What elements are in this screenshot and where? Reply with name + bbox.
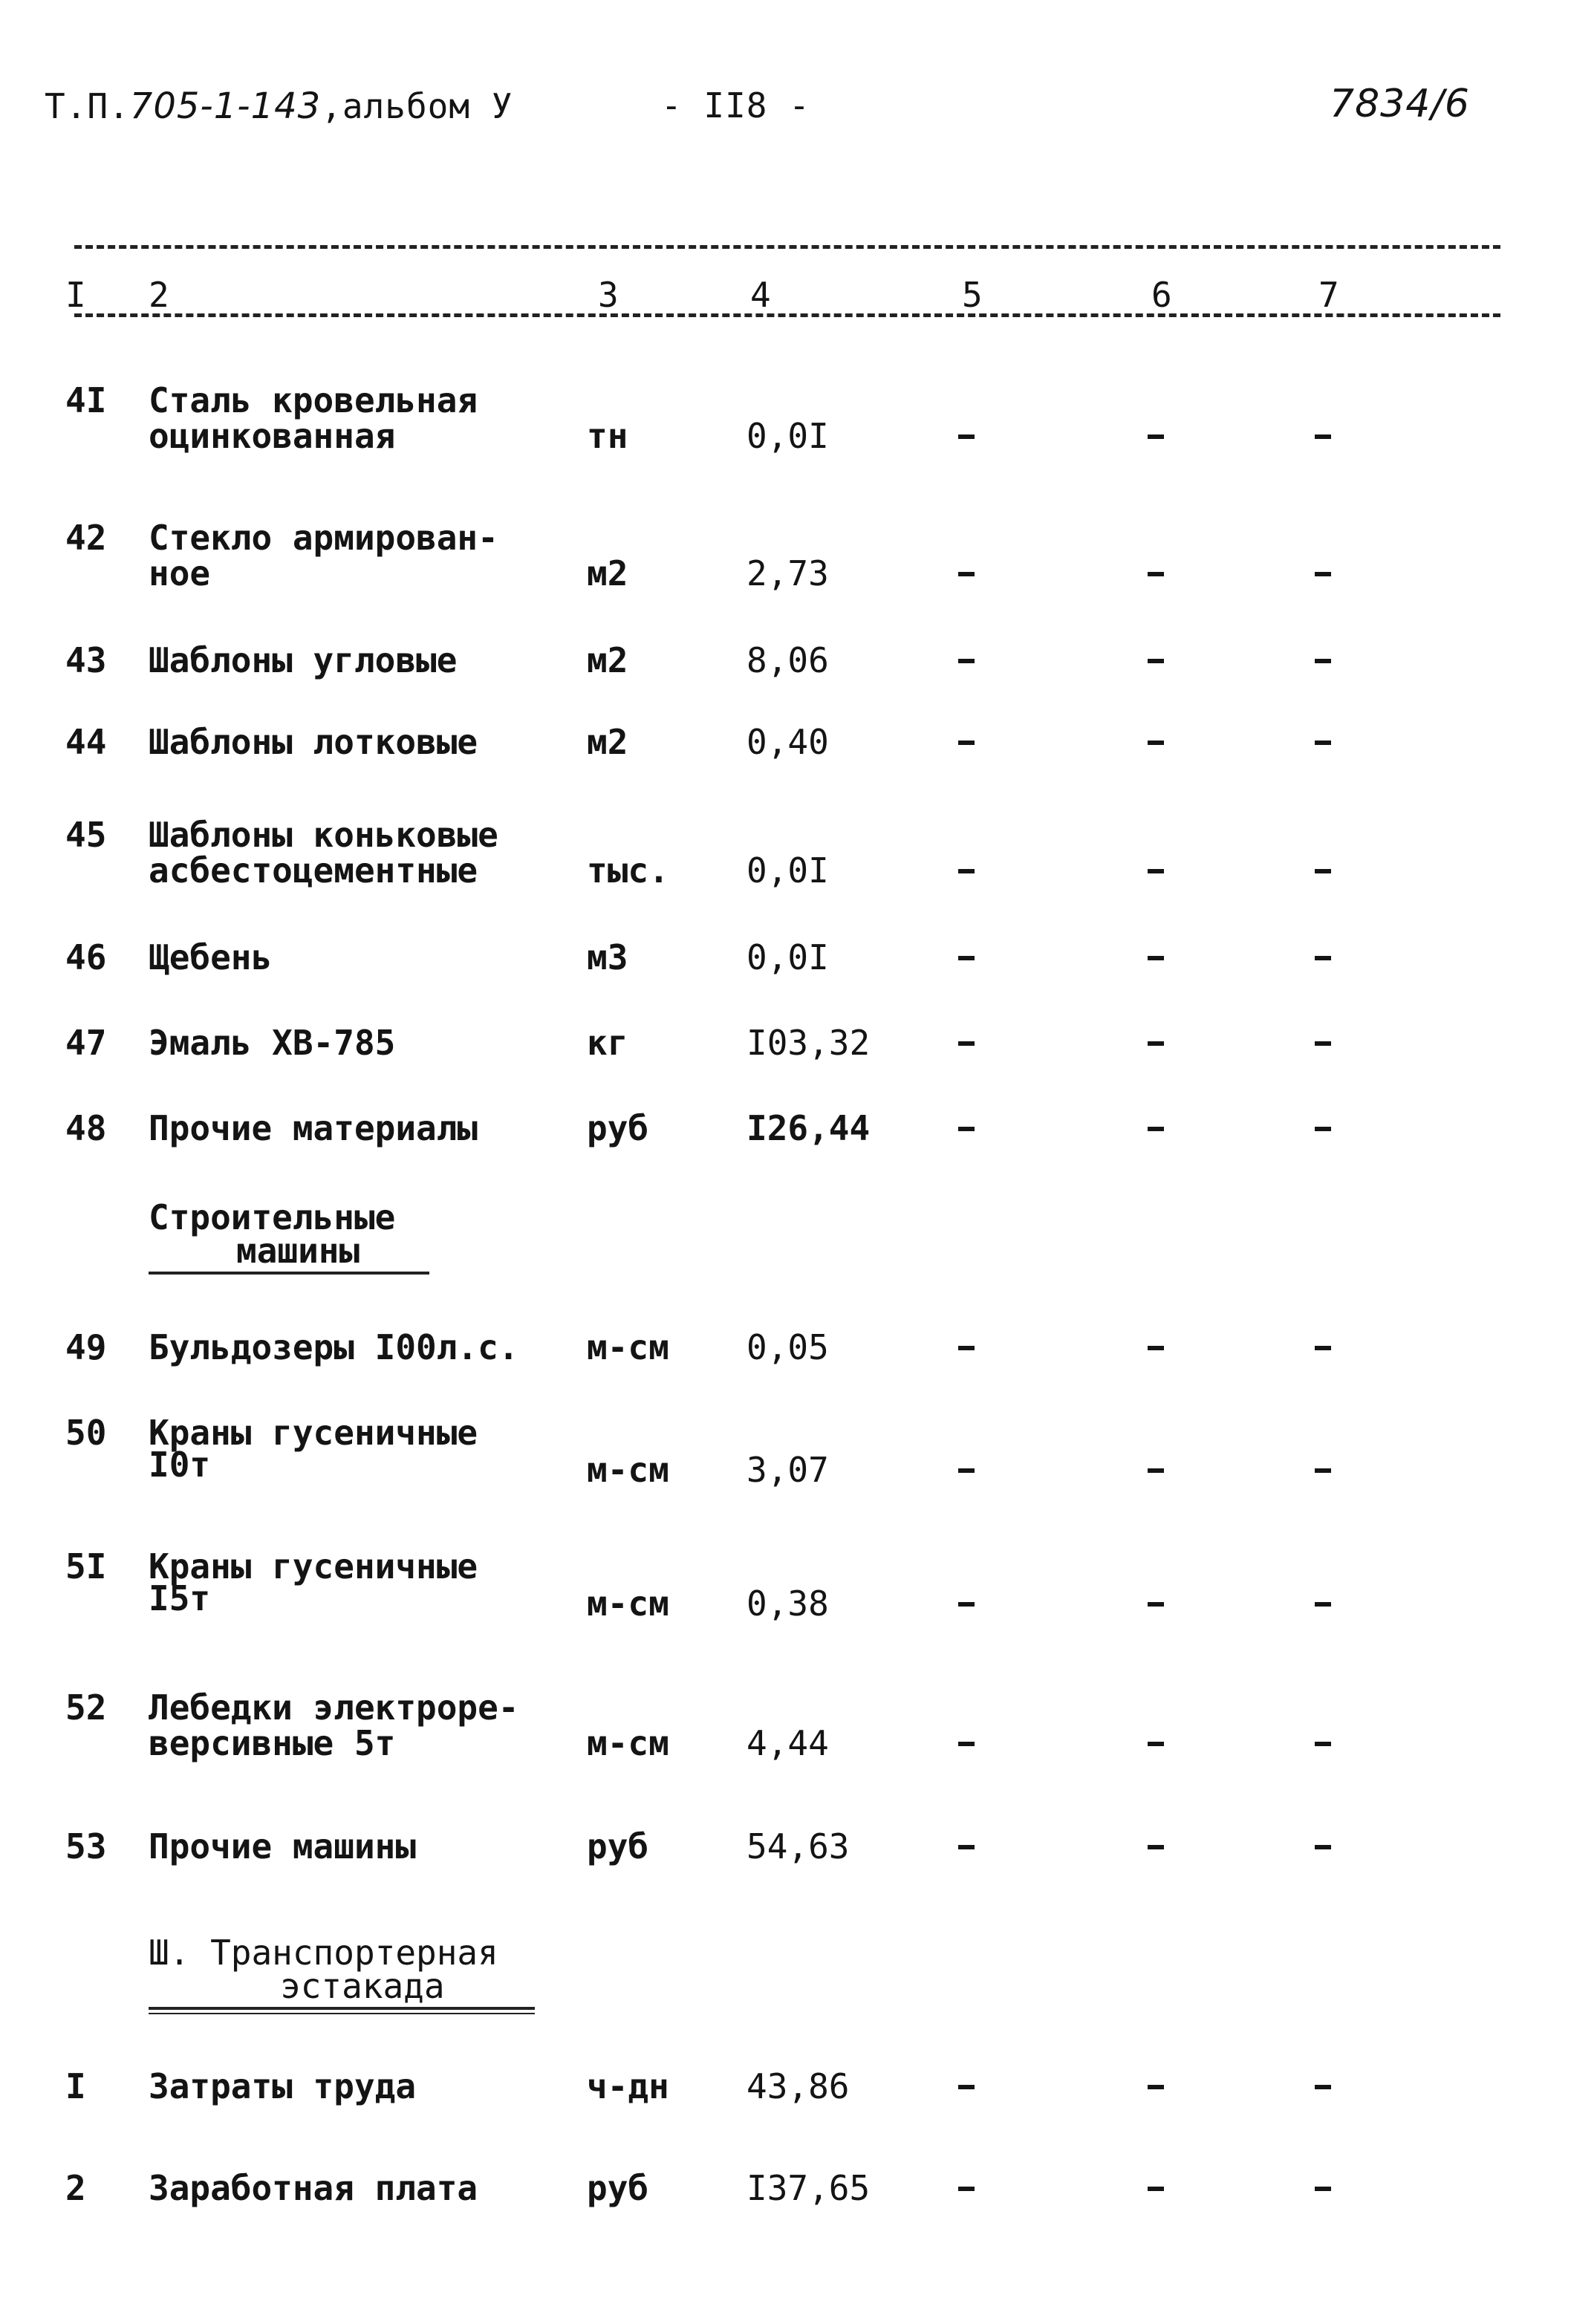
doc-code: 7834/6	[1330, 82, 1470, 126]
row-name-line: асбестоцементные	[149, 850, 478, 891]
row-col6-dash	[1148, 1742, 1164, 1746]
row-col6-dash	[1148, 1468, 1164, 1473]
header-bottom-rule	[74, 313, 1500, 317]
row-quantity: 0,0I	[747, 416, 829, 456]
page-number: - II8 -	[661, 85, 810, 126]
section-underline	[149, 2007, 535, 2010]
row-quantity: 0,40	[747, 722, 829, 762]
row-quantity: I37,65	[747, 2168, 871, 2208]
row-col6-dash	[1148, 869, 1164, 873]
row-number: 50	[65, 1413, 107, 1453]
row-col5-dash	[958, 1346, 975, 1350]
row-name-line: I0т	[149, 1445, 211, 1485]
row-unit: тн	[587, 416, 628, 456]
row-name-line: Краны гусеничные	[149, 1413, 478, 1453]
row-col7-dash	[1315, 1041, 1331, 1046]
row-quantity: 54,63	[747, 1826, 850, 1866]
row-col7-dash	[1315, 741, 1331, 745]
row-col7-dash	[1315, 1346, 1331, 1350]
row-col7-dash	[1315, 434, 1331, 439]
row-col7-dash	[1315, 1742, 1331, 1746]
row-unit: м2	[587, 640, 628, 680]
row-name-line: версивные 5т	[149, 1723, 396, 1763]
row-number: 47	[65, 1023, 107, 1063]
row-col7-dash	[1315, 1602, 1331, 1607]
row-unit: руб	[587, 1108, 649, 1148]
row-col5-dash	[958, 741, 975, 745]
row-name-line: Сталь кровельная	[149, 380, 478, 420]
row-col5-dash	[958, 1602, 975, 1607]
row-number: 53	[65, 1826, 107, 1866]
row-name-line: Шаблоны угловые	[149, 640, 458, 680]
row-col7-dash	[1315, 659, 1331, 663]
row-number: 42	[65, 518, 107, 558]
row-name-line: оцинкованная	[149, 416, 396, 456]
column-header-2: 2	[149, 275, 169, 315]
row-col7-dash	[1315, 572, 1331, 576]
row-quantity: I26,44	[747, 1108, 871, 1148]
album-label: ,альбом У	[321, 86, 513, 126]
row-name-line: Затраты труда	[149, 2066, 417, 2106]
row-number: 46	[65, 937, 107, 977]
column-header-5: 5	[962, 275, 983, 315]
row-col5-dash	[958, 1845, 975, 1849]
row-col7-dash	[1315, 869, 1331, 873]
row-quantity: 3,07	[747, 1450, 829, 1490]
row-col7-dash	[1315, 1127, 1331, 1131]
row-col6-dash	[1148, 1127, 1164, 1131]
row-unit: м2	[587, 553, 628, 593]
row-quantity: 8,06	[747, 640, 829, 680]
row-number: 44	[65, 722, 107, 762]
row-number: 45	[65, 815, 107, 855]
row-col5-dash	[958, 1468, 975, 1473]
section-underline	[149, 1272, 429, 1275]
doc-reference	[45, 85, 513, 127]
row-quantity: 43,86	[747, 2066, 850, 2106]
row-col6-dash	[1148, 741, 1164, 745]
row-number: 43	[65, 640, 107, 680]
row-quantity: 0,0I	[747, 937, 829, 977]
row-name-line: Бульдозеры I00л.с.	[149, 1327, 519, 1367]
row-number: 2	[65, 2168, 86, 2208]
row-col6-dash	[1148, 572, 1164, 576]
row-number: 4I	[65, 380, 107, 420]
row-col6-dash	[1148, 1845, 1164, 1849]
row-col5-dash	[958, 572, 975, 576]
header-top-rule	[74, 245, 1500, 249]
row-col7-dash	[1315, 1468, 1331, 1473]
row-col5-dash	[958, 1742, 975, 1746]
row-quantity: 0,05	[747, 1327, 829, 1367]
row-col6-dash	[1148, 1602, 1164, 1607]
section-heading: Ш. Транспортерная	[149, 1933, 498, 1973]
row-unit: руб	[587, 2168, 649, 2208]
column-header-4: 4	[750, 275, 771, 315]
row-col6-dash	[1148, 659, 1164, 663]
row-name-line: I5т	[149, 1578, 211, 1618]
row-unit: кг	[587, 1023, 628, 1063]
row-col7-dash	[1315, 2187, 1331, 2191]
row-col7-dash	[1315, 2085, 1331, 2089]
row-name-line: Эмаль ХВ-785	[149, 1023, 396, 1063]
row-unit: руб	[587, 1826, 649, 1866]
row-unit: м-см	[587, 1450, 669, 1490]
row-name-line: Прочие материалы	[149, 1108, 478, 1148]
row-number: I	[65, 2066, 86, 2106]
row-col6-dash	[1148, 434, 1164, 439]
column-header-7: 7	[1318, 275, 1339, 315]
row-unit: ч-дн	[587, 2066, 669, 2106]
row-name-line: Шаблоны коньковые	[149, 815, 498, 855]
row-col6-dash	[1148, 1346, 1164, 1350]
column-header-6: 6	[1151, 275, 1172, 315]
row-unit: м3	[587, 937, 628, 977]
row-col6-dash	[1148, 2085, 1164, 2089]
row-number: 52	[65, 1687, 107, 1728]
row-quantity: I03,32	[747, 1023, 871, 1063]
row-col6-dash	[1148, 956, 1164, 960]
row-name-line: Краны гусеничные	[149, 1546, 478, 1586]
section-heading: эстакада	[280, 1966, 445, 2006]
row-col5-dash	[958, 2187, 975, 2191]
row-unit: м2	[587, 722, 628, 762]
section-heading: Строительные	[149, 1197, 396, 1237]
row-name-line: Лебедки электроре-	[149, 1687, 519, 1728]
row-col5-dash	[958, 1127, 975, 1131]
row-col7-dash	[1315, 1845, 1331, 1849]
row-col5-dash	[958, 1041, 975, 1046]
row-name-line: Заработная плата	[149, 2168, 478, 2208]
row-col7-dash	[1315, 956, 1331, 960]
row-quantity: 2,73	[747, 553, 829, 593]
row-number: 48	[65, 1108, 107, 1148]
row-quantity: 0,0I	[747, 850, 829, 891]
row-col5-dash	[958, 956, 975, 960]
row-col6-dash	[1148, 1041, 1164, 1046]
doc-prefix: Т.П.	[45, 86, 130, 126]
row-unit: м-см	[587, 1723, 669, 1763]
row-unit: тыс.	[587, 850, 669, 891]
row-number: 5I	[65, 1546, 107, 1586]
row-unit: м-см	[587, 1583, 669, 1624]
row-col5-dash	[958, 659, 975, 663]
row-quantity: 4,44	[747, 1723, 829, 1763]
row-col6-dash	[1148, 2187, 1164, 2191]
row-col5-dash	[958, 2085, 975, 2089]
row-col5-dash	[958, 434, 975, 439]
row-name-line: ное	[149, 553, 211, 593]
section-heading: машины	[236, 1231, 360, 1271]
column-header-1: I	[65, 275, 86, 315]
row-number: 49	[65, 1327, 107, 1367]
row-quantity: 0,38	[747, 1583, 829, 1624]
row-name-line: Щебень	[149, 937, 273, 977]
row-unit: м-см	[587, 1327, 669, 1367]
section-underline	[149, 2013, 535, 2014]
project-code: 705-1-143	[129, 85, 322, 127]
row-name-line: Стекло армирован-	[149, 518, 498, 558]
row-name-line: Шаблоны лотковые	[149, 722, 478, 762]
row-name-line: Прочие машины	[149, 1826, 417, 1866]
column-header-3: 3	[598, 275, 619, 315]
row-col5-dash	[958, 869, 975, 873]
